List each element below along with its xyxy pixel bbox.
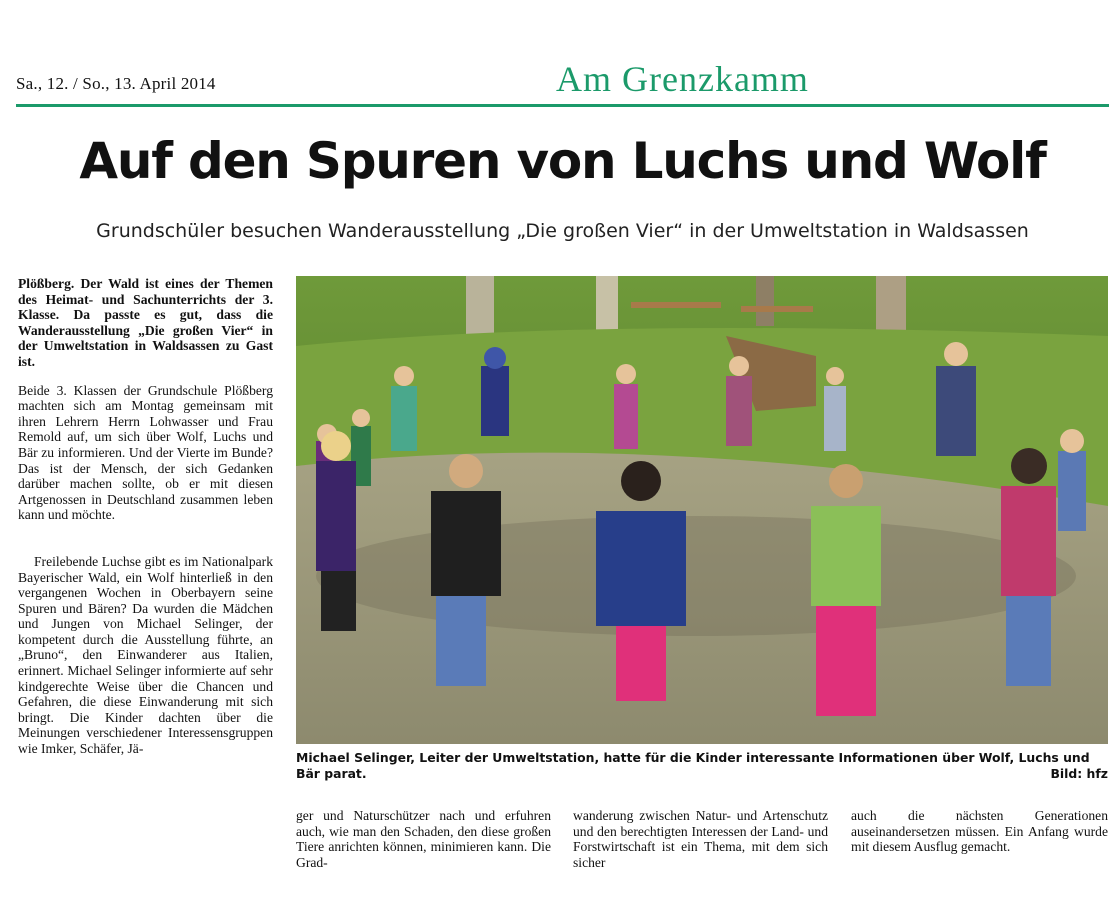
photo-credit: Bild: hfz — [1050, 766, 1108, 781]
body-paragraph-4: wanderung zwischen Natur- und Artenschutz und den berechtigten Interessen der Land- und Forstwirtschaft ist ein Thema, mit dem sich sicher — [573, 808, 828, 870]
lead-paragraph: Plößberg. Der Wald ist eines der Themen des Heimat- und Sachunterrichts der 3. Klasse. Da passte es gut, dass die Wanderausstellung „Die großen Vier“ in der Umweltstation in Waldsassen zu Gast ist. — [18, 276, 273, 369]
headline: Auf den Spuren von Luchs und Wolf — [79, 132, 1046, 190]
body-paragraph-1: Beide 3. Klassen der Grundschule Plößberg machten sich am Montag gemeinsam mit ihren Lehrern Herrn Lohwasser und Frau Remold auf, um sich über Wolf, Luchs und Bär zu informieren. Und der Vierte im Bunde? Das ist der Mensch, der sich Gedanken darüber machen sollte, ob er mit diesen Artgenossen in Deutschland zusammen leben kann und möchte. — [18, 382, 273, 523]
article-column-3 — [573, 808, 828, 870]
article-column-2 — [296, 808, 551, 870]
body-paragraph-2: Freilebende Luchse gibt es im Nationalpark Bayerischer Wald, ein Wolf hinterließ in den vergangenen Wochen in Oberbayern seine Spuren und Bären? Da wurden die Mädchen und Jungen von Michael Selinger, der kompetent durch die Ausstellung führte, an „Bruno“, den Einwanderer aus Italien, erinnert. Michael Selinger informierte auf sehr kindgerechte Weise über die Chancen und Gefahren, die diese Einwanderung mit sich bringt. Die Kinder dachten über die Meinungen verschiedener Interessensgruppen wie Imker, Schäfer, Jä- — [18, 553, 273, 757]
article-column-1 — [18, 276, 273, 757]
caption-text: Michael Selinger, Leiter der Umweltstation, hatte für die Kinder interessante Informationen über Wolf, Luchs und Bär parat. — [296, 750, 1090, 781]
header-date: Sa., 12. / So., 13. April 2014 — [16, 74, 216, 93]
article-photo — [296, 276, 1108, 744]
photo-caption — [296, 750, 1108, 782]
body-paragraph-3: ger und Naturschützer nach und erfuhren auch, wie man den Schaden, den diese großen Tiere anrichten können, minimieren kann. Die Grad- — [296, 808, 551, 870]
article-column-4 — [851, 808, 1108, 855]
section-title: Am Grenzkamm — [556, 59, 809, 99]
body-paragraph-5: auch die nächsten Generationen auseinandersetzen müssen. Ein Anfang wurde mit diesem Ausflug gemacht. — [851, 808, 1108, 855]
header-rule — [16, 104, 1109, 107]
photo-children-circle — [296, 276, 1108, 744]
subheadline: Grundschüler besuchen Wanderausstellung „Die großen Vier“ in der Umweltstation in Waldsassen — [96, 220, 1029, 242]
